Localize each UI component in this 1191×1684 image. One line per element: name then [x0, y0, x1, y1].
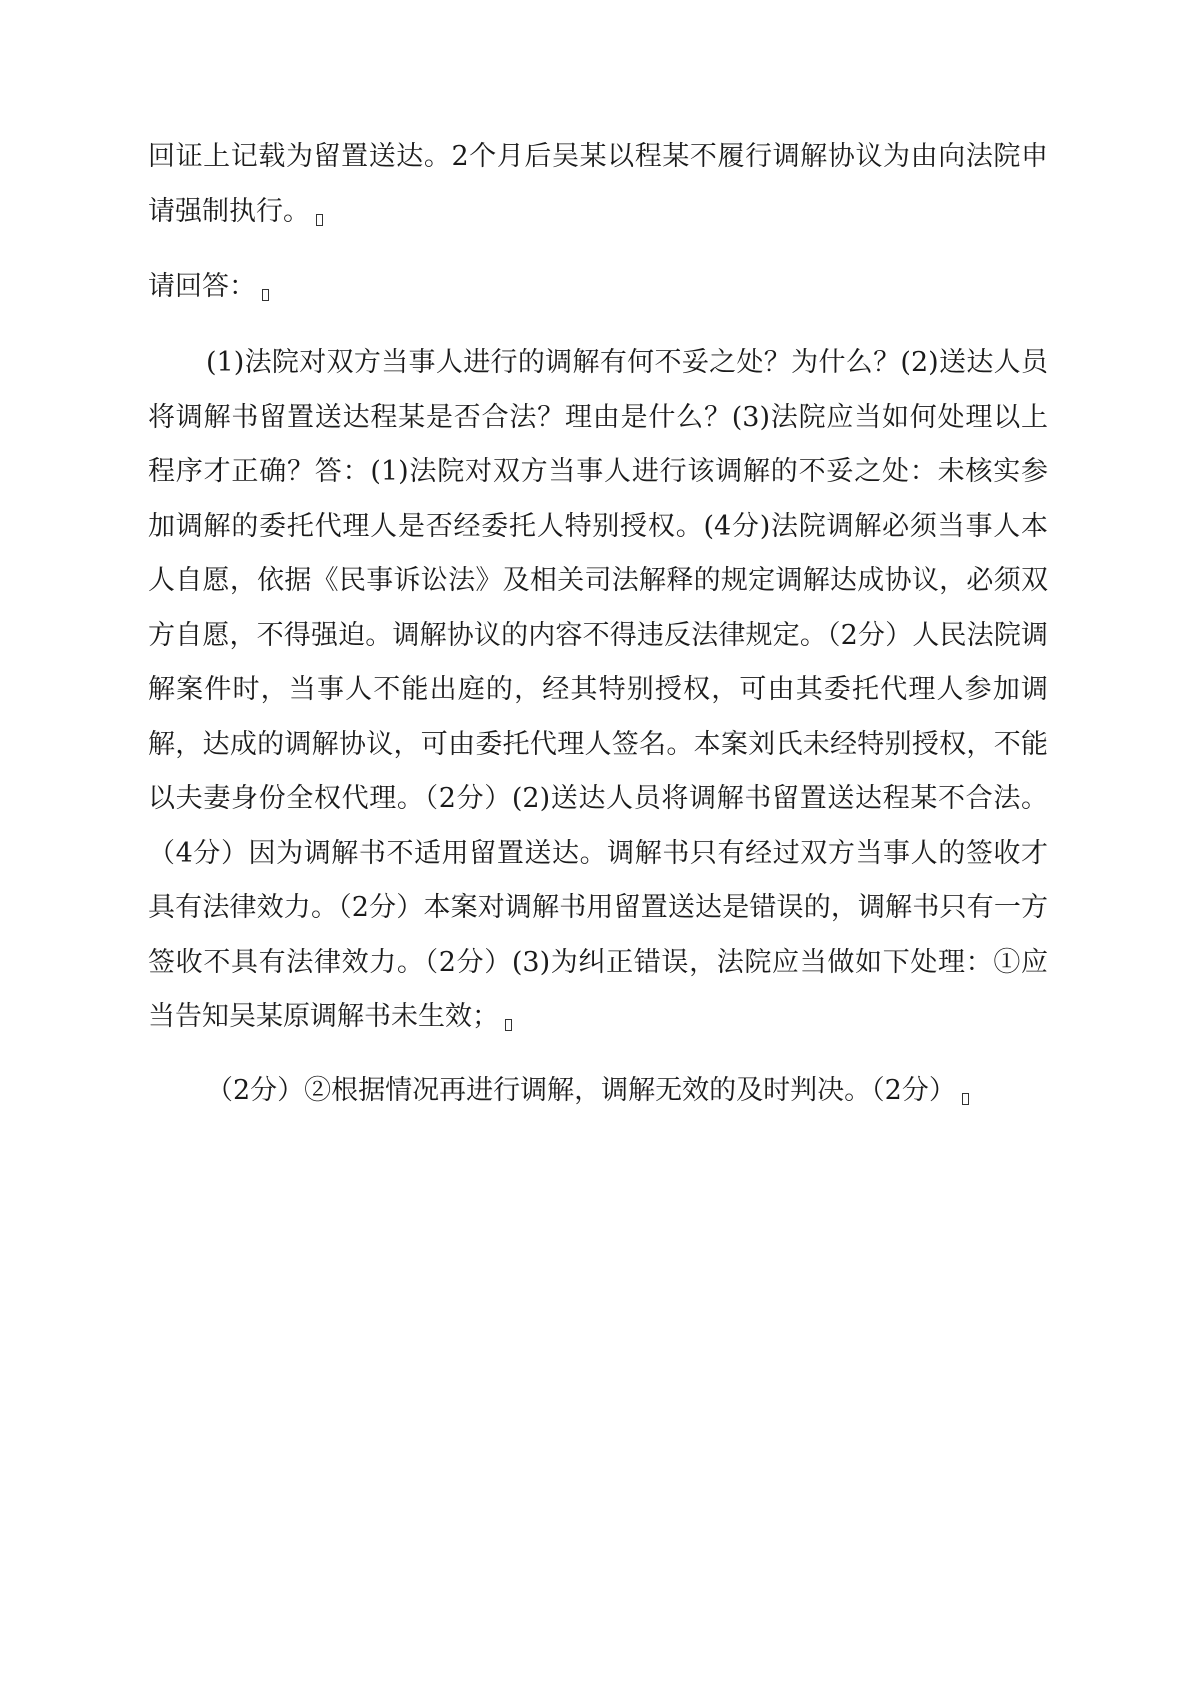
paragraph-end-marker — [505, 1019, 512, 1031]
paragraph-question-prompt — [148, 260, 1048, 315]
paragraph-text: （2分）②根据情况再进行调解，调解无效的及时判决。（2分） — [206, 1075, 956, 1106]
paragraph-end-marker — [316, 214, 323, 226]
paragraph-text: (1)法院对双方当事人进行的调解有何不妥之处？为什么？(2)送达人员将调解书留置送达程某是否合法？理由是什么？(3)法院应当如何处理以上程序才正确？答：(1)法院对双方当事人进行该调解的不妥之处：未核实参加调解的委托代理人是否经委托人特别授权。(4分)法院调解必须当事人本人自愿，依据《民事诉讼法》及相关司法解释的规定调解达成协议，必须双方自愿，不得强迫。调解协议的内容不得违反法律规定。（2分）人民法院调解案件时，当事人不能出庭的，经其特别授权，可由其委托代理人参加调解，达成的调解协议，可由委托代理人签名。本案刘氏未经特别授权，不能以夫妻身份全权代理。（2分）(2)送达人员将调解书留置送达程某不合法。（4分）因为调解书不适用留置送达。调解书只有经过双方当事人的签收才具有法律效力。（2分）本案对调解书用留置送达是错误的，调解书只有一方签收不具有法律效力。（2分）(3)为纠正错误，法院应当做如下处理：①应当告知吴某原调解书未生效； — [148, 347, 1048, 1032]
paragraph-text: 请回答： — [148, 271, 256, 302]
paragraph-answer-continuation — [206, 1064, 1048, 1119]
paragraph-end-marker — [962, 1093, 969, 1105]
paragraph-questions-and-answers — [148, 336, 1048, 1045]
paragraph-case-facts — [148, 130, 1048, 239]
paragraph-end-marker — [262, 289, 269, 301]
paragraph-text: 回证上记载为留置送达。2个月后吴某以程某不履行调解协议为由向法院申请强制执行。 — [148, 141, 1048, 227]
